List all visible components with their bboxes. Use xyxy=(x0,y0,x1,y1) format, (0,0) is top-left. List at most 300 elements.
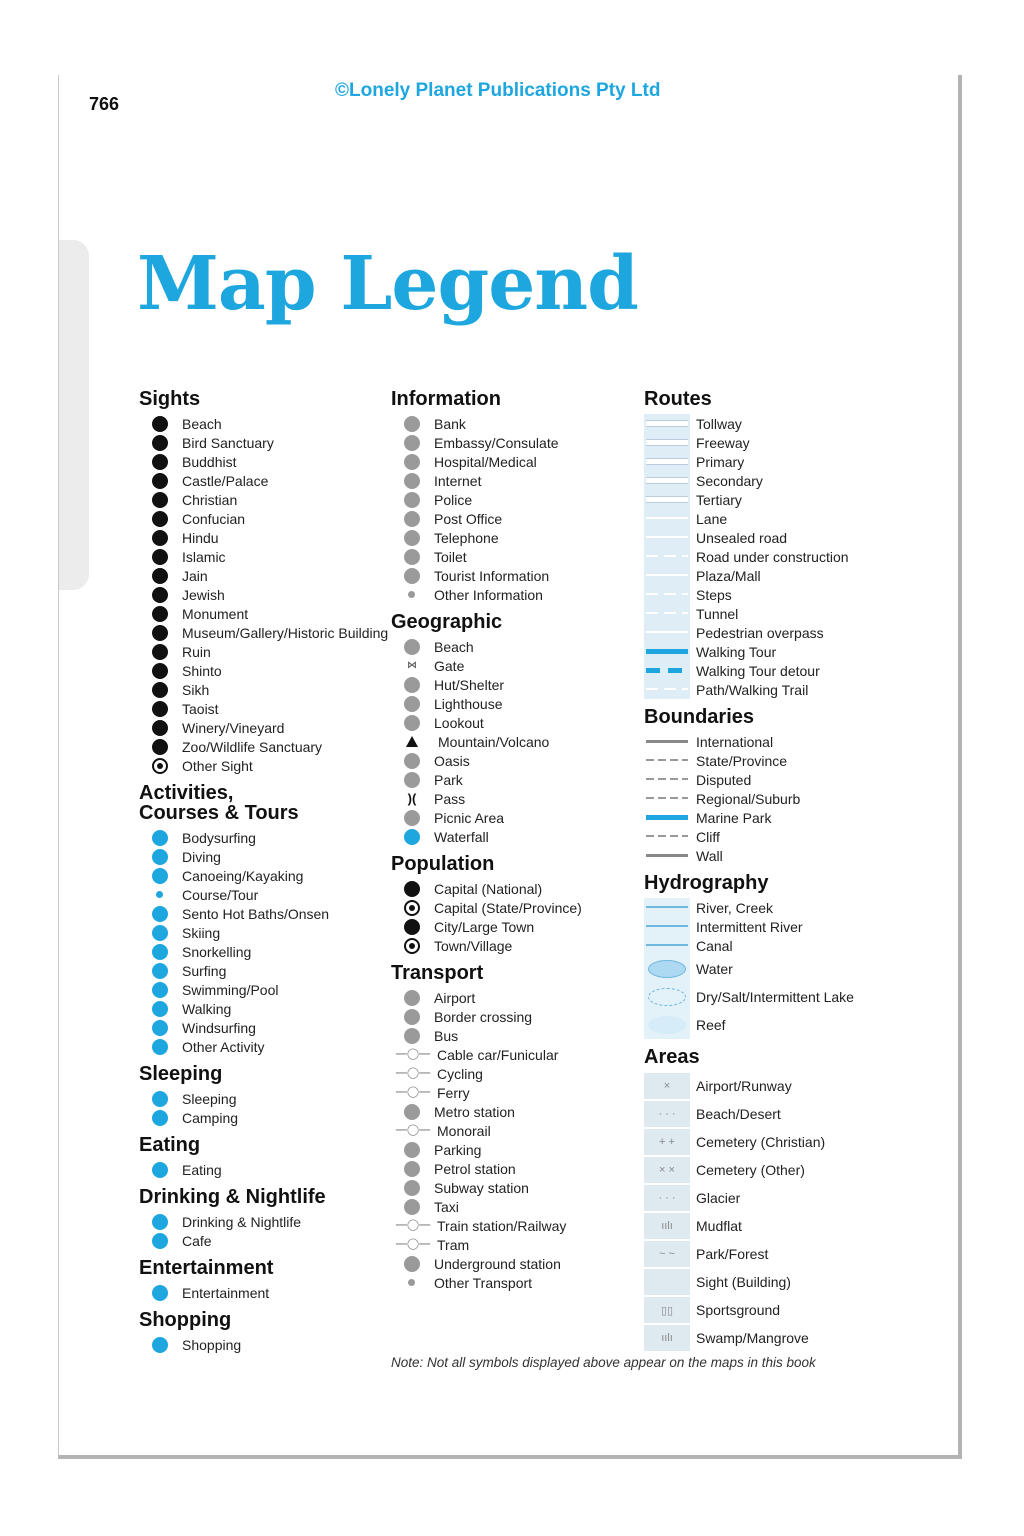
legend-item xyxy=(644,1100,944,1128)
line-sample xyxy=(646,759,688,761)
other-sight-icon xyxy=(152,758,168,774)
glass-icon xyxy=(152,1214,168,1230)
legend-section xyxy=(139,783,384,1056)
ferry-icon: —◯— xyxy=(395,1086,431,1098)
legend-item xyxy=(644,1011,944,1039)
cycling-icon: —◯— xyxy=(395,1067,431,1079)
legend-label: Course/Tour xyxy=(182,886,259,903)
legend-item xyxy=(139,1283,384,1302)
legend-item xyxy=(391,789,636,808)
route-swatch xyxy=(644,528,690,547)
monorail-icon: —◯— xyxy=(395,1124,431,1136)
legend-label: Telephone xyxy=(434,529,499,546)
legend-item xyxy=(391,528,636,547)
legend-label: Ferry xyxy=(437,1084,470,1101)
legend-label: Glacier xyxy=(696,1190,741,1206)
town-icon xyxy=(404,938,420,954)
cable-car-icon: —◯— xyxy=(395,1048,431,1060)
legend-label: Windsurfing xyxy=(182,1019,256,1036)
legend-label: Monument xyxy=(182,605,249,622)
other-info-icon xyxy=(408,591,415,598)
snorkelling-icon xyxy=(152,944,168,960)
legend-item xyxy=(644,1324,944,1352)
legend-item xyxy=(644,936,944,955)
legend-label: Freeway xyxy=(696,434,750,451)
legend-item xyxy=(391,433,636,452)
legend-item xyxy=(644,680,944,699)
section-title: Entertainment xyxy=(139,1257,274,1279)
legend-section xyxy=(139,1187,384,1250)
area-swatch: + + xyxy=(644,1129,690,1155)
route-swatch xyxy=(644,452,690,471)
legend-label: Monorail xyxy=(437,1122,491,1139)
hut-icon xyxy=(404,677,420,693)
legend-item xyxy=(644,490,944,509)
confucian-icon xyxy=(152,511,168,527)
legend-label: Bird Sanctuary xyxy=(182,434,274,451)
legend-label: Beach/Desert xyxy=(696,1106,781,1122)
course-tour-icon xyxy=(156,891,163,898)
line-sample xyxy=(646,854,688,857)
legend-item xyxy=(644,452,944,471)
line-sample xyxy=(646,835,688,837)
legend-item xyxy=(391,770,636,789)
section-title: Areas xyxy=(644,1046,700,1068)
area-swatch: ▯▯ xyxy=(644,1297,690,1323)
legend-item xyxy=(644,623,944,642)
oasis-icon xyxy=(404,753,420,769)
legend-label: Bus xyxy=(434,1027,459,1044)
legend-label: Border crossing xyxy=(434,1008,533,1025)
legend-label: Secondary xyxy=(696,472,763,489)
museum-icon xyxy=(152,625,168,641)
legend-item xyxy=(644,1072,944,1100)
ring-center xyxy=(409,943,415,949)
legend-section xyxy=(391,963,636,1292)
line-sample xyxy=(646,797,688,799)
castle-icon xyxy=(152,473,168,489)
legend-label: Cemetery (Other) xyxy=(696,1162,805,1178)
line-sample xyxy=(646,517,688,519)
beach-icon xyxy=(404,639,420,655)
diving-icon xyxy=(152,849,168,865)
legend-item xyxy=(391,1102,636,1121)
legend-item xyxy=(139,904,384,923)
line-sample xyxy=(646,815,688,820)
legend-label: Picnic Area xyxy=(434,809,505,826)
legend-label: Tollway xyxy=(696,415,742,432)
legend-item xyxy=(139,718,384,737)
legend-label: Lighthouse xyxy=(434,695,503,712)
legend-item xyxy=(644,604,944,623)
legend-item xyxy=(139,623,389,642)
area-swatch: × xyxy=(644,1073,690,1099)
legend-label: City/Large Town xyxy=(434,918,535,935)
line-sample xyxy=(646,612,688,614)
legend-item xyxy=(391,751,636,770)
legend-label: Other Activity xyxy=(182,1038,265,1055)
line-sample xyxy=(646,778,688,780)
legend-label: Skiing xyxy=(182,924,221,941)
legend-column-right xyxy=(644,389,944,1360)
legend-label: Zoo/Wildlife Sanctuary xyxy=(182,738,323,755)
section-title: Population xyxy=(391,853,495,875)
legend-item xyxy=(644,789,944,808)
legend-item xyxy=(644,1268,944,1296)
legend-section xyxy=(391,612,636,846)
legend-label: Other Transport xyxy=(434,1274,533,1291)
boundary-swatch xyxy=(644,789,690,808)
legend-label: Underground station xyxy=(434,1255,561,1272)
legend-item xyxy=(391,1083,636,1102)
legend-section xyxy=(644,873,944,1039)
legend-label: Other Sight xyxy=(182,757,253,774)
other-activity-icon xyxy=(152,1039,168,1055)
christian-icon xyxy=(152,492,168,508)
lighthouse-icon xyxy=(404,696,420,712)
legend-item xyxy=(391,1273,636,1292)
walking-icon xyxy=(152,1001,168,1017)
line-sample xyxy=(646,555,688,557)
section-title: Sights xyxy=(139,388,201,410)
legend-item xyxy=(644,547,944,566)
legend-item xyxy=(139,604,384,623)
legend-item xyxy=(391,879,636,898)
legend-item xyxy=(644,808,944,827)
legend-item xyxy=(644,751,944,770)
line-sample xyxy=(646,439,688,446)
legend-item xyxy=(139,999,384,1018)
legend-label: Tertiary xyxy=(696,491,742,508)
bag-icon xyxy=(152,1337,168,1353)
legend-label: Tourist Information xyxy=(434,567,550,584)
route-swatch xyxy=(644,623,690,642)
internet-icon xyxy=(404,473,420,489)
bird-icon xyxy=(152,435,168,451)
legend-label: Wall xyxy=(696,847,723,864)
legend-item xyxy=(391,585,636,604)
legend-item xyxy=(391,414,636,433)
border-crossing-icon xyxy=(404,1009,420,1025)
legend-item xyxy=(139,1108,384,1127)
legend-item xyxy=(139,490,384,509)
legend-item xyxy=(139,1212,384,1231)
sikh-icon xyxy=(152,682,168,698)
legend-item xyxy=(139,885,384,904)
legend-label: Buddhist xyxy=(182,453,237,470)
waterfall-icon xyxy=(404,829,420,845)
legend-item xyxy=(644,1128,944,1156)
legend-item xyxy=(644,917,944,936)
winery-icon xyxy=(152,720,168,736)
section-title: Hydrography xyxy=(644,872,769,894)
hydro-swatch xyxy=(644,936,690,955)
legend-item xyxy=(391,988,636,1007)
legend-label: Christian xyxy=(182,491,238,508)
bodysurfing-icon xyxy=(152,830,168,846)
legend-item xyxy=(139,471,384,490)
bus-icon xyxy=(404,1028,420,1044)
hydro-swatch xyxy=(644,1011,690,1039)
legend-label: Canoeing/Kayaking xyxy=(182,867,304,884)
legend-item xyxy=(139,433,384,452)
windsurfing-icon xyxy=(152,1020,168,1036)
legend-item xyxy=(391,898,636,917)
legend-item xyxy=(139,923,384,942)
line-sample xyxy=(646,668,688,673)
islamic-icon xyxy=(152,549,168,565)
legend-item xyxy=(139,509,384,528)
legend-label: Waterfall xyxy=(434,828,489,845)
route-swatch xyxy=(644,642,690,661)
route-swatch xyxy=(644,566,690,585)
legend-item xyxy=(139,642,384,661)
legend-item xyxy=(139,828,384,847)
legend-item xyxy=(139,528,384,547)
capital-national-icon xyxy=(404,881,420,897)
boundary-swatch xyxy=(644,846,690,865)
area-swatch: ıılı xyxy=(644,1325,690,1351)
legend-item xyxy=(139,1089,384,1108)
route-swatch xyxy=(644,414,690,433)
legend-item xyxy=(391,936,636,955)
legend-item xyxy=(391,1064,636,1083)
legend-label: Dry/Salt/Intermittent Lake xyxy=(696,989,854,1005)
legend-label: Sleeping xyxy=(182,1090,237,1107)
legend-label: Unsealed road xyxy=(696,529,788,546)
legend-item xyxy=(644,846,944,865)
legend-label: Entertainment xyxy=(182,1284,270,1301)
legend-item xyxy=(391,1254,636,1273)
line-sample xyxy=(646,458,688,465)
legend-label: Reef xyxy=(696,1017,726,1033)
gate-icon: ⋈ xyxy=(407,659,417,671)
legend-item xyxy=(391,694,636,713)
legend-item xyxy=(139,961,384,980)
legend-label: Shinto xyxy=(182,662,222,679)
legend-label: Subway station xyxy=(434,1179,529,1196)
legend-label: Oasis xyxy=(434,752,470,769)
page-title: Map Legend xyxy=(137,241,638,327)
legend-label: Pass xyxy=(434,790,466,807)
area-swatch: · · · xyxy=(644,1101,690,1127)
skiing-icon xyxy=(152,925,168,941)
embassy-icon xyxy=(404,435,420,451)
legend-item xyxy=(139,756,384,775)
legend-item xyxy=(644,414,944,433)
copyright-notice: ©Lonely Planet Publications Pty Ltd xyxy=(335,80,661,101)
bed-icon xyxy=(152,1091,168,1107)
legend-label: Mudflat xyxy=(696,1218,742,1234)
legend-label: Cafe xyxy=(182,1232,212,1249)
other-transport-icon xyxy=(408,1279,415,1286)
legend-label: Park/Forest xyxy=(696,1246,769,1262)
legend-label: Sportsground xyxy=(696,1302,781,1318)
hydro-swatch xyxy=(644,917,690,936)
legend-section xyxy=(139,1135,384,1179)
legend-label: Intermittent River xyxy=(696,918,803,935)
legend-label: Steps xyxy=(696,586,732,603)
section-title: Routes xyxy=(644,388,712,410)
legend-label: Mountain/Volcano xyxy=(438,733,550,750)
parking-icon xyxy=(404,1142,420,1158)
legend-item xyxy=(644,661,944,680)
legend-label: Gate xyxy=(434,657,465,674)
legend-label: Cemetery (Christian) xyxy=(696,1134,826,1150)
boundary-swatch xyxy=(644,770,690,789)
legend-label: Petrol station xyxy=(434,1160,516,1177)
legend-item xyxy=(644,955,944,983)
legend-item xyxy=(644,566,944,585)
train-icon: —◯— xyxy=(395,1219,431,1231)
area-swatch: ~ ~ xyxy=(644,1241,690,1267)
area-swatch: ıılı xyxy=(644,1213,690,1239)
legend-section xyxy=(644,389,944,699)
legend-label: Path/Walking Trail xyxy=(696,681,809,698)
hospital-icon xyxy=(404,454,420,470)
line-sample xyxy=(646,906,688,908)
capital-state-icon xyxy=(404,900,420,916)
legend-item xyxy=(139,547,384,566)
area-fill xyxy=(648,960,686,978)
legend-label: Primary xyxy=(696,453,745,470)
legend-item xyxy=(139,680,384,699)
legend-item xyxy=(644,827,944,846)
airport-icon xyxy=(404,990,420,1006)
park-icon xyxy=(404,772,420,788)
legend-label: Pedestrian overpass xyxy=(696,624,824,641)
legend-item xyxy=(391,1007,636,1026)
legend-label: Castle/Palace xyxy=(182,472,269,489)
side-tab xyxy=(59,240,89,590)
legend-label: Train station/Railway xyxy=(437,1217,567,1234)
legend-label: Airport/Runway xyxy=(696,1078,792,1094)
line-sample xyxy=(646,536,688,538)
legend-label: Capital (State/Province) xyxy=(434,899,582,916)
page xyxy=(58,75,962,1459)
legend-label: Taxi xyxy=(434,1198,459,1215)
toilet-icon xyxy=(404,549,420,565)
legend-label: Tram xyxy=(437,1236,470,1253)
pass-icon: )( xyxy=(407,791,417,806)
police-icon xyxy=(404,492,420,508)
legend-label: Internet xyxy=(434,472,482,489)
legend-item xyxy=(139,699,384,718)
swimming-icon xyxy=(152,982,168,998)
legend-label: Snorkelling xyxy=(182,943,252,960)
legend-label: State/Province xyxy=(696,752,788,769)
route-swatch xyxy=(644,547,690,566)
ring-center xyxy=(409,905,415,911)
section-title: Information xyxy=(391,388,501,410)
legend-item xyxy=(644,433,944,452)
route-swatch xyxy=(644,680,690,699)
legend-item xyxy=(391,827,636,846)
legend-section xyxy=(391,389,636,604)
legend-label: Hut/Shelter xyxy=(434,676,505,693)
section-title: Shopping xyxy=(139,1309,232,1331)
legend-label: Hospital/Medical xyxy=(434,453,537,470)
legend-item xyxy=(139,942,384,961)
legend-label: Sight (Building) xyxy=(696,1274,791,1290)
jewish-icon xyxy=(152,587,168,603)
legend-label: Beach xyxy=(182,415,222,432)
area-swatch: · · · xyxy=(644,1185,690,1211)
legend-label: Hindu xyxy=(182,529,219,546)
legend-label: Toilet xyxy=(434,548,467,565)
line-sample xyxy=(646,688,688,690)
legend-item xyxy=(139,414,384,433)
line-sample xyxy=(646,574,688,576)
legend-label: Road under construction xyxy=(696,548,849,565)
telephone-icon xyxy=(404,530,420,546)
legend-item xyxy=(139,566,384,585)
legend-item xyxy=(139,1231,384,1250)
hydro-swatch xyxy=(644,955,690,983)
legend-label: Parking xyxy=(434,1141,482,1158)
legend-label: Police xyxy=(434,491,473,508)
legend-item xyxy=(391,1235,636,1254)
legend-label: Shopping xyxy=(182,1336,242,1353)
line-sample xyxy=(646,477,688,484)
legend-column-middle xyxy=(391,389,636,1300)
petrol-icon xyxy=(404,1161,420,1177)
legend-note: Note: Not all symbols displayed above appear on the maps in this book xyxy=(391,1355,816,1370)
legend-item xyxy=(644,1240,944,1268)
legend-label: Confucian xyxy=(182,510,246,527)
boundary-swatch xyxy=(644,808,690,827)
legend-item xyxy=(139,585,384,604)
route-swatch xyxy=(644,471,690,490)
monument-icon xyxy=(152,606,168,622)
legend-item xyxy=(139,866,384,885)
legend-item xyxy=(391,471,636,490)
legend-label: Eating xyxy=(182,1161,222,1178)
legend-item xyxy=(391,547,636,566)
legend-label: Regional/Suburb xyxy=(696,790,801,807)
city-icon xyxy=(404,919,420,935)
route-swatch xyxy=(644,661,690,680)
ruin-icon xyxy=(152,644,168,660)
legend-label: Lane xyxy=(696,510,728,527)
legend-label: Plaza/Mall xyxy=(696,567,761,584)
legend-item xyxy=(139,452,384,471)
legend-item xyxy=(644,471,944,490)
legend-item xyxy=(644,898,944,917)
legend-section xyxy=(139,1064,384,1127)
underground-icon xyxy=(404,1256,420,1272)
legend-item xyxy=(139,661,384,680)
legend-label: Cycling xyxy=(437,1065,483,1082)
legend-label: International xyxy=(696,733,774,750)
legend-item xyxy=(391,490,636,509)
legend-label: Tunnel xyxy=(696,605,739,622)
legend-label: Jain xyxy=(182,567,208,584)
taoist-icon xyxy=(152,701,168,717)
legend-item xyxy=(139,737,384,756)
canoeing-icon xyxy=(152,868,168,884)
legend-item xyxy=(391,713,636,732)
legend-label: Capital (National) xyxy=(434,880,543,897)
legend-label: Cliff xyxy=(696,828,720,845)
lookout-icon xyxy=(404,715,420,731)
legend-section xyxy=(139,388,389,775)
legend-label: Lookout xyxy=(434,714,484,731)
legend-label: Walking Tour detour xyxy=(696,662,820,679)
area-swatch xyxy=(644,1269,690,1295)
metro-icon xyxy=(404,1104,420,1120)
legend-item xyxy=(391,509,636,528)
